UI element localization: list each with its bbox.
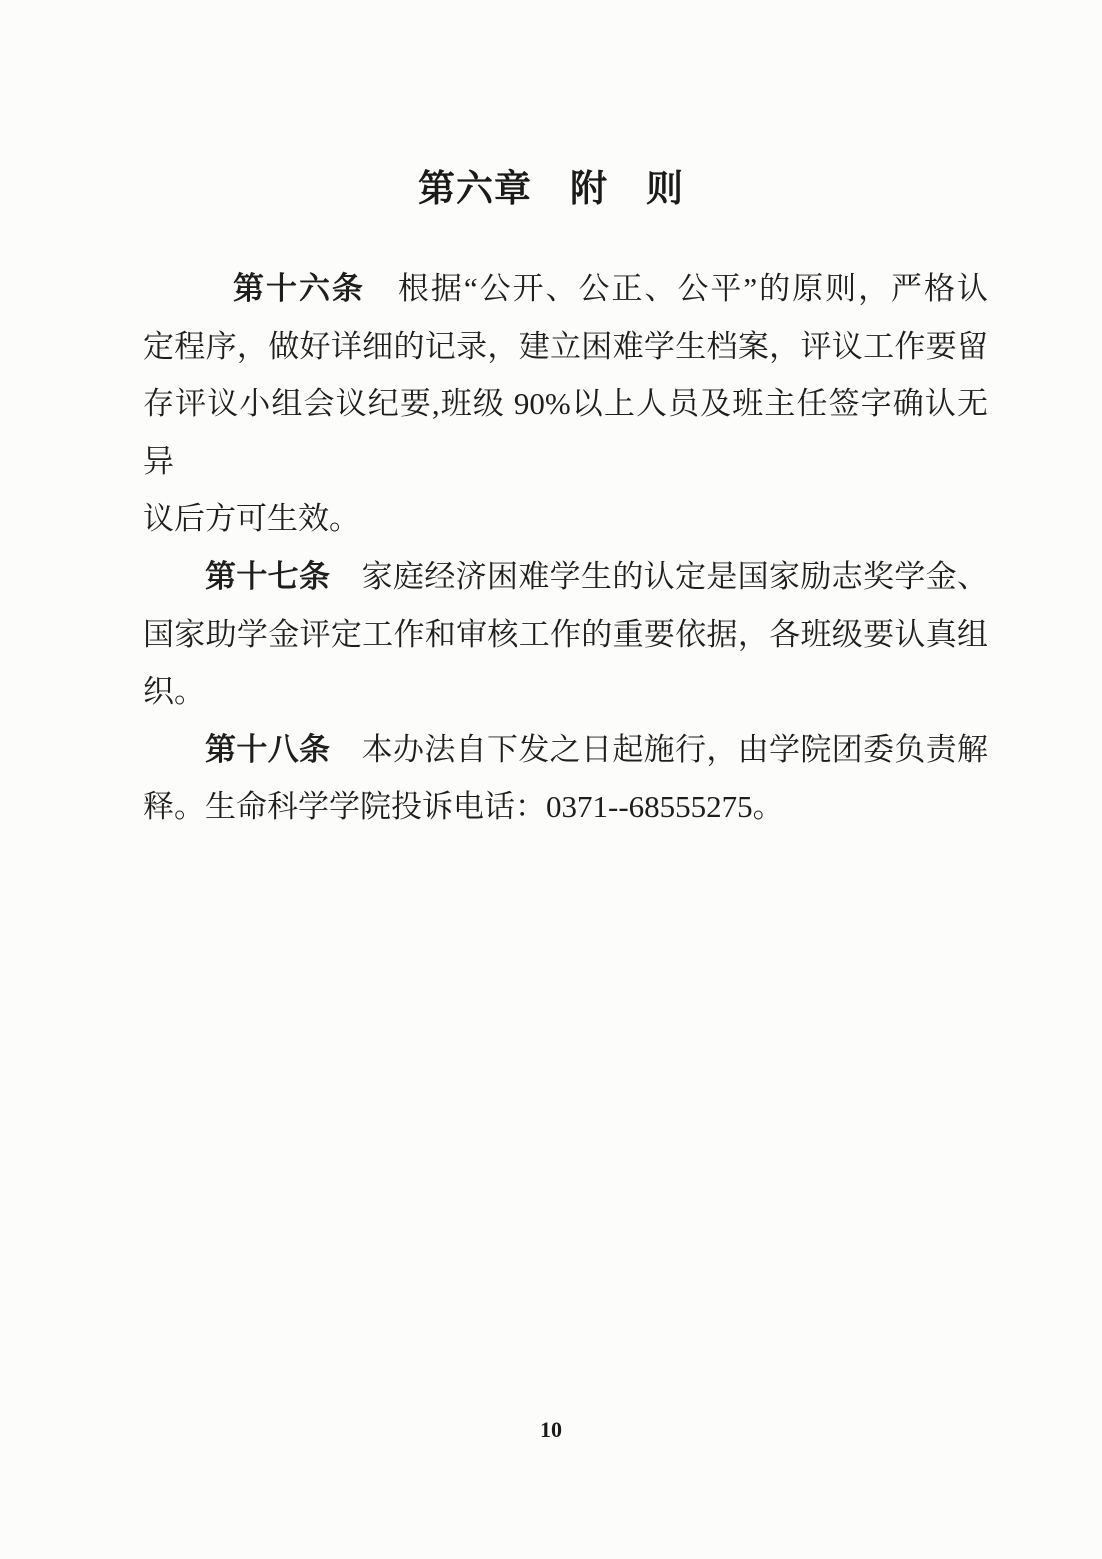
article-16-line-1-text: 根据“公开、公正、公平”的原则，严格认 (364, 271, 988, 306)
article-18-line-1-text: 本办法自下发之日起施行，由学院团委负责解 (330, 731, 989, 767)
article-16-number: 第十六条 (233, 271, 365, 306)
article-17-line-3: 织。 (143, 674, 205, 710)
article-16-line-4: 议后方可生效。 (143, 501, 360, 537)
article-16-line-2: 定程序，做好详细的记录，建立困难学生档案，评议工作要留 (143, 328, 988, 364)
article-16 (143, 260, 988, 548)
article-18-line-1 (143, 721, 988, 779)
article-16-line-1 (143, 260, 988, 318)
article-18-number: 第十八条 (205, 731, 331, 767)
article-17-line-1-text: 家庭经济困难学生的认定是国家励志奖学金、 (330, 558, 989, 594)
article-17 (143, 548, 988, 721)
article-18 (143, 721, 988, 836)
page-number: 10 (540, 1417, 562, 1442)
chapter-title: 第六章 附 则 (418, 169, 684, 210)
article-16-line-3: 存评议小组会议纪要,班级 90%以上人员及班主任签字确认无异 (143, 386, 988, 479)
article-17-line-1 (143, 548, 988, 606)
article-17-line-2: 国家助学金评定工作和审核工作的重要依据，各班级要认真组 (143, 616, 988, 652)
document-body (143, 260, 988, 836)
article-17-number: 第十七条 (205, 558, 331, 594)
article-18-line-2: 释。生命科学学院投诉电话：0371--68555275。 (143, 789, 784, 825)
